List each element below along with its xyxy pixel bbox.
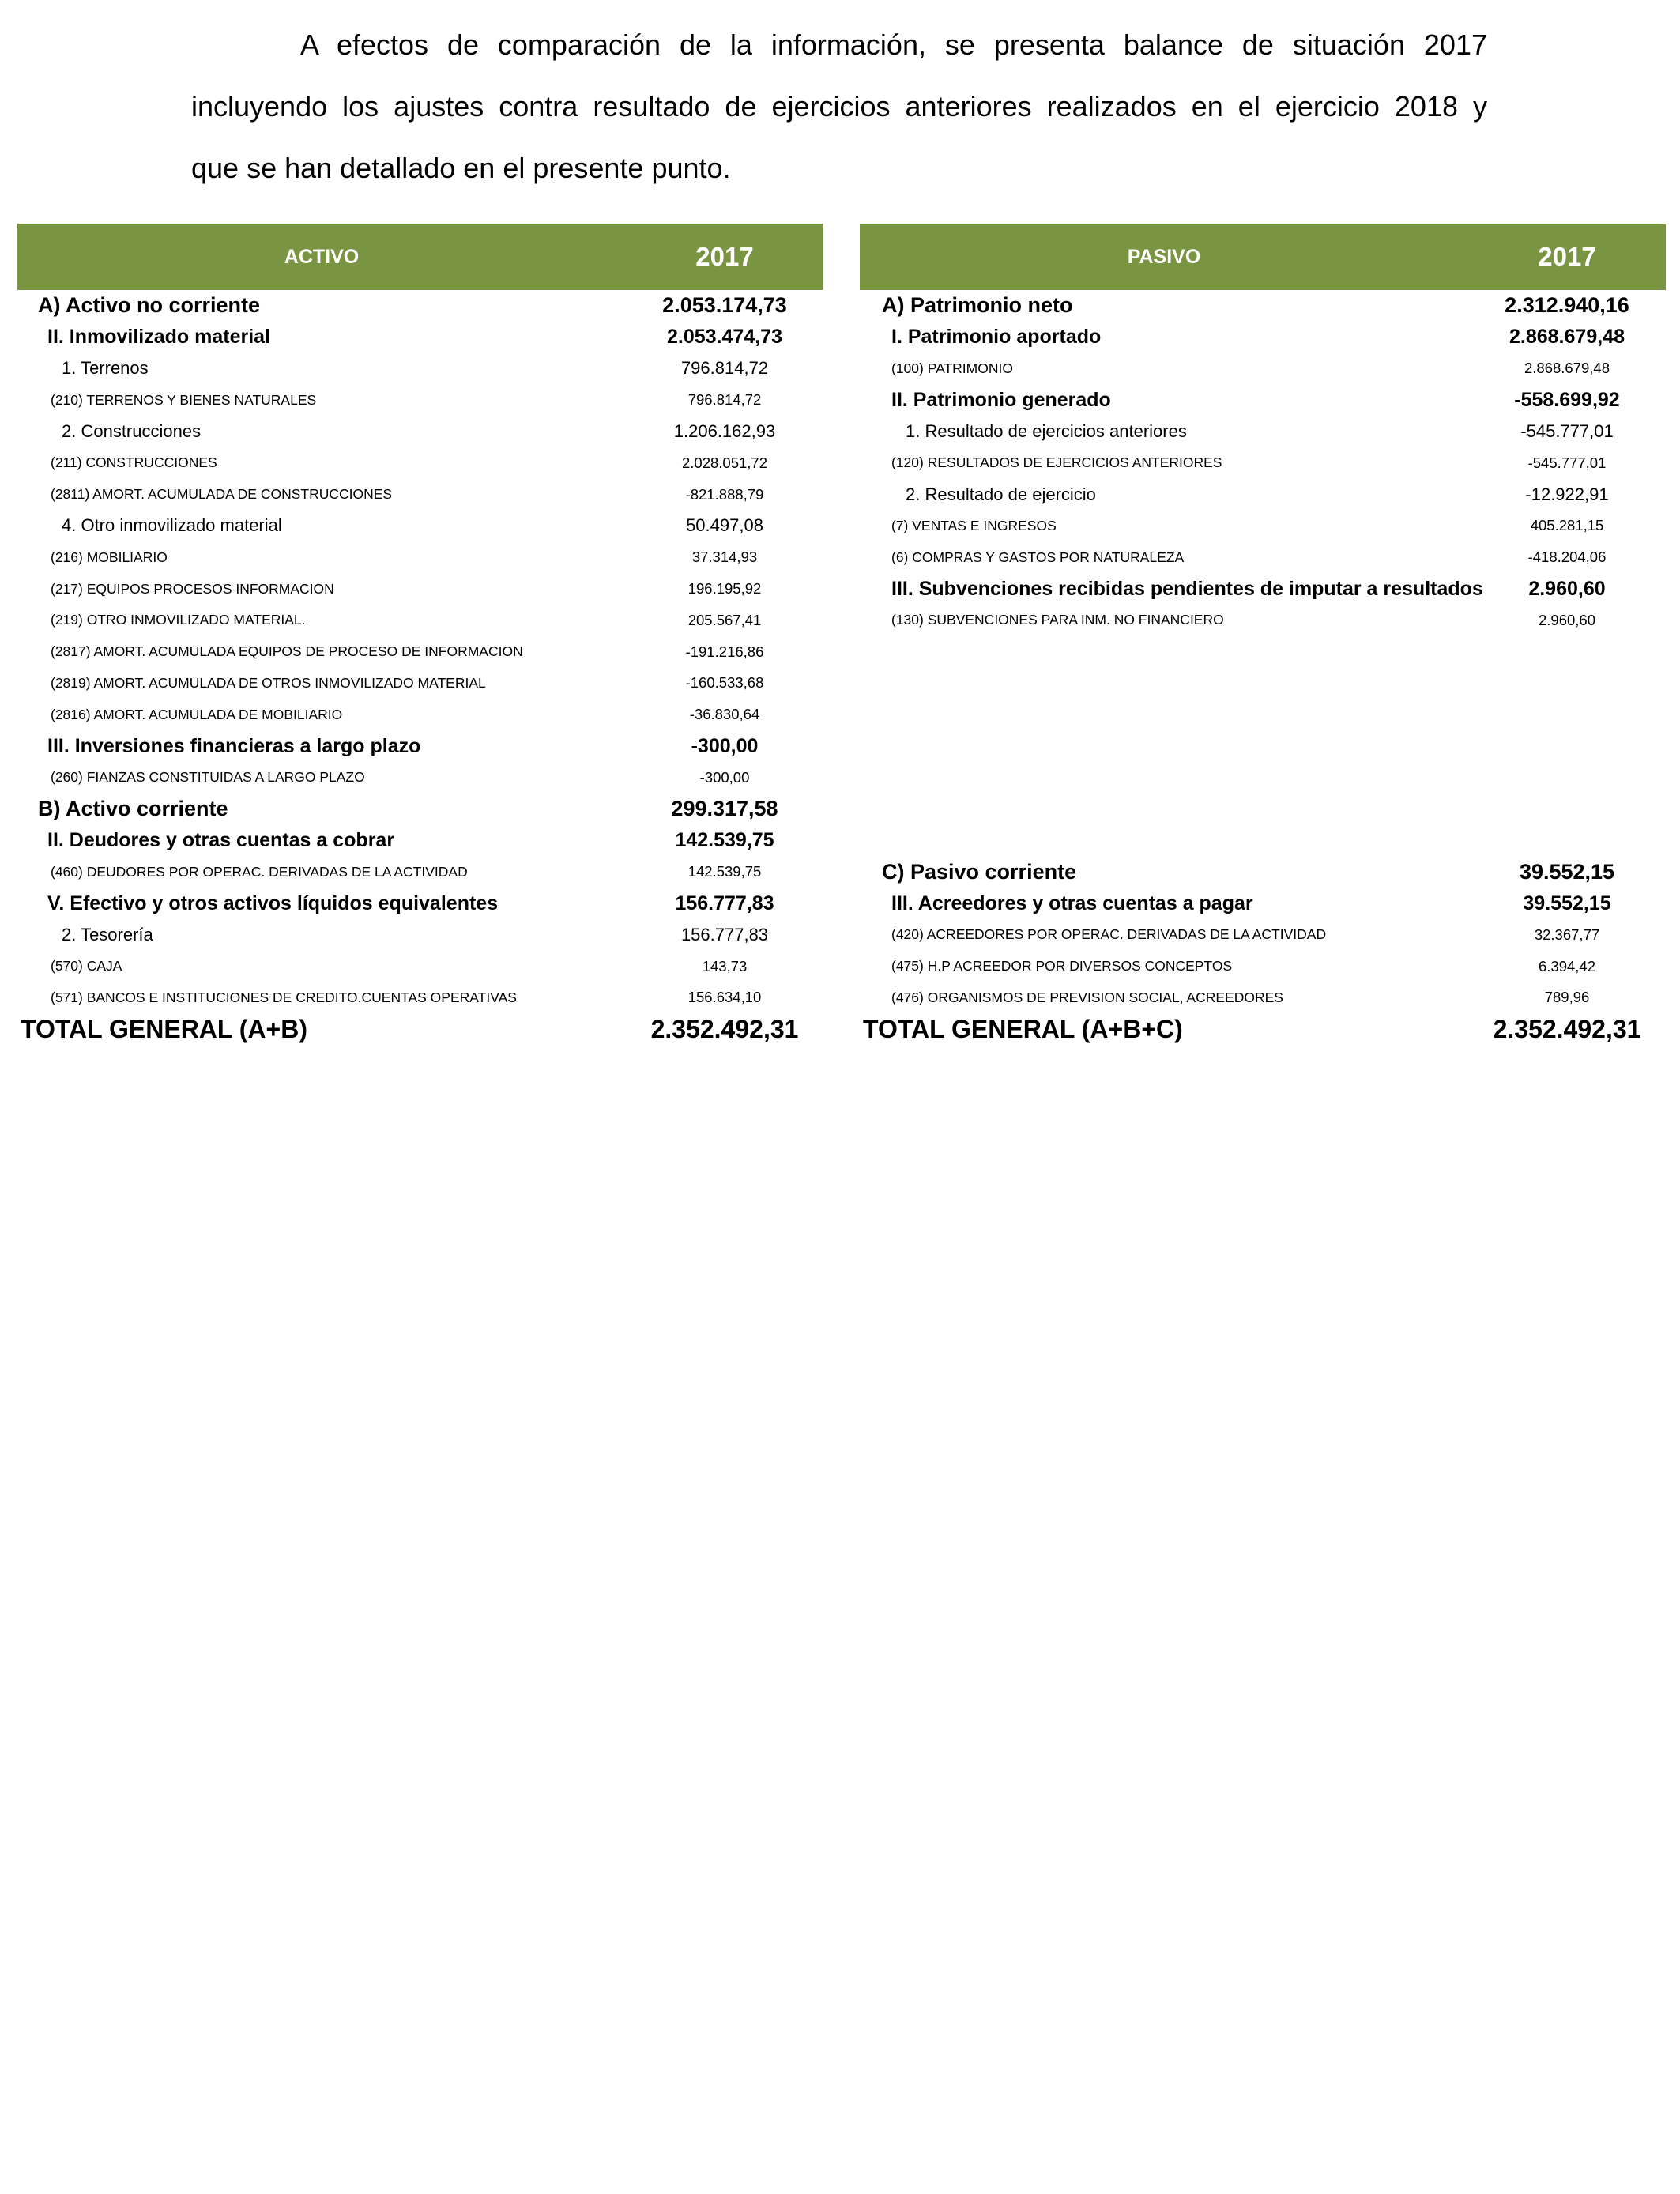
row-label: (475) H.P ACREEDOR POR DIVERSOS CONCEPTOS [891,958,1233,974]
pasivo-header [860,224,1666,290]
table-row [17,794,823,825]
row-value: 2.960,60 [1538,611,1595,628]
empty-row [860,636,1666,668]
row-value: 196.195,92 [687,580,762,598]
row-value: -160.533,68 [685,674,764,692]
table-row [860,982,1666,1014]
row-label: III. Acreedores y otras cuentas a pagar [891,892,1253,914]
row-value: 2.053.174,73 [662,293,787,318]
empty-row [860,668,1666,699]
row-value: 143,73 [702,957,748,974]
table-row [17,541,823,573]
empty-row [860,762,1666,794]
row-value: 156.777,83 [675,892,774,914]
row-label: (260) FIANZAS CONSTITUIDAS A LARGO PLAZO [51,769,365,786]
table-row [17,856,823,888]
row-value: -191.216,86 [685,643,764,660]
row-label: I. Patrimonio aportado [891,326,1102,349]
table-row [17,353,823,385]
row-label: C) Pasivo corriente [882,859,1077,884]
table-row [17,416,823,447]
empty-row [860,825,1666,857]
row-value: 796.814,72 [687,391,762,409]
table-row [860,605,1666,636]
total-label: TOTAL GENERAL (A+B) [21,1014,307,1043]
row-label: (219) OTRO INMOVILIZADO MATERIAL. [51,612,306,628]
table-row [860,290,1666,322]
row-value: 156.777,83 [680,924,769,944]
table-row [860,479,1666,511]
row-label: A) Activo no corriente [38,293,261,318]
table-row [17,384,823,416]
empty-row [860,699,1666,730]
row-label: (2817) AMORT. ACUMULADA EQUIPOS DE PROCESO DE INFORMACION [51,643,523,660]
row-value: -418.204,06 [1527,548,1607,566]
row-value: -36.830,64 [689,706,760,723]
row-label: (6) COMPRAS Y GASTOS POR NATURALEZA [891,548,1185,565]
table-row [860,573,1666,605]
table-row [17,511,823,542]
row-label: (7) VENTAS E INGRESOS [891,517,1057,533]
row-label: 1. Terrenos [62,358,149,379]
row-label: (217) EQUIPOS PROCESOS INFORMACION [51,580,334,597]
row-value: -12.922,91 [1525,484,1609,504]
total-value: 2.352.492,31 [1493,1014,1641,1043]
row-label: (2811) AMORT. ACUMULADA DE CONSTRUCCIONES [51,486,393,503]
row-value: 39.552,15 [1519,859,1615,884]
table-row [860,416,1666,447]
row-value: 2.028.051,72 [681,454,768,471]
table-row [860,919,1666,951]
row-label: II. Patrimonio generado [891,388,1111,411]
row-value: 156.634,10 [687,989,762,1006]
table-row [860,951,1666,982]
row-value: 789,96 [1544,989,1590,1006]
row-label: B) Activo corriente [38,797,228,821]
row-value: -558.699,92 [1514,388,1620,411]
row-value: 205.567,41 [687,611,762,628]
row-value: 2.960,60 [1528,577,1606,600]
table-row [860,322,1666,353]
row-label: 1. Resultado de ejercicios anteriores [906,421,1187,442]
row-value: 299.317,58 [671,797,778,821]
row-value: 142.539,75 [675,828,774,851]
table-row [860,856,1666,888]
row-label: 2. Resultado de ejercicio [906,484,1096,504]
table-row [17,447,823,479]
row-value: 2.868.679,48 [1524,360,1610,377]
table-row [860,541,1666,573]
pasivo-header-label: PASIVO [1127,246,1201,268]
empty-row [860,794,1666,825]
row-label: (570) CAJA [51,958,122,974]
table-row [860,888,1666,919]
row-label: II. Deudores y otras cuentas a cobrar [47,828,395,851]
row-label: III. Subvenciones recibidas pendientes de imputar a resultados [891,577,1483,600]
table-row [17,888,823,919]
intro-line-1: A efectos de comparación de la información, se presenta balance de situación 2017 [300,28,1487,61]
row-label: V. Efectivo y otros activos líquidos equivalentes [47,892,499,914]
pasivo-total-row [860,1013,1666,1045]
table-row [17,951,823,982]
row-value: -300,00 [691,734,759,757]
row-label: (460) DEUDORES POR OPERAC. DERIVADAS DE LA ACTIVIDAD [51,863,468,880]
row-label: (210) TERRENOS Y BIENES NATURALES [51,391,317,408]
table-row [17,668,823,699]
table-row [17,479,823,511]
intro-line-2: incluyendo los ajustes contra resultado de ejercicios anteriores realizados en el ejercicio 2018 y [191,90,1487,123]
table-row [17,636,823,668]
row-value: 405.281,15 [1530,517,1604,534]
total-label: TOTAL GENERAL (A+B+C) [863,1014,1183,1043]
row-value: -545.777,01 [1527,454,1607,471]
row-label: (476) ORGANISMOS DE PREVISION SOCIAL, ACREEDORES [891,989,1283,1005]
row-value: 796.814,72 [680,358,769,379]
table-row [17,919,823,951]
row-value: -821.888,79 [685,485,764,503]
table-row [17,605,823,636]
table-row [860,511,1666,542]
row-label: 2. Tesorería [62,924,153,944]
pasivo-table [860,224,1666,1045]
table-row [17,290,823,322]
total-value: 2.352.492,31 [650,1014,799,1043]
table-row [17,322,823,353]
table-row [860,353,1666,385]
row-label: (571) BANCOS E INSTITUCIONES DE CREDITO.CUENTAS OPERATIVAS [51,989,517,1005]
table-row [17,573,823,605]
activo-header-year: 2017 [695,242,754,271]
empty-row [860,730,1666,762]
row-value: 6.394,42 [1538,957,1595,974]
row-value: 1.206.162,93 [673,421,776,442]
activo-total-row [17,1013,823,1045]
row-value: 2.053.474,73 [667,326,782,349]
table-row [17,762,823,794]
activo-header-label: ACTIVO [284,246,360,268]
activo-header [17,224,823,290]
row-label: (420) ACREEDORES POR OPERAC. DERIVADAS DE LA ACTIVIDAD [891,926,1327,943]
row-label: 2. Construcciones [62,421,202,442]
row-value: -300,00 [699,768,750,786]
table-row [17,699,823,730]
row-label: (216) MOBILIARIO [51,548,168,565]
row-value: -545.777,01 [1520,421,1614,442]
pasivo-header-year: 2017 [1538,242,1596,271]
row-value: 32.367,77 [1534,925,1600,943]
row-label: (130) SUBVENCIONES PARA INM. NO FINANCIERO [891,612,1224,628]
row-value: 50.497,08 [686,515,763,536]
table-row [860,447,1666,479]
table-row [860,384,1666,416]
row-value: 2.868.679,48 [1509,326,1625,349]
row-label: (211) CONSTRUCCIONES [51,454,217,471]
table-row [17,982,823,1014]
activo-table [17,224,823,1045]
row-value: 142.539,75 [687,863,762,880]
table-row [17,730,823,762]
row-label: 4. Otro inmovilizado material [62,515,282,536]
row-label: (120) RESULTADOS DE EJERCICIOS ANTERIORES [891,454,1222,471]
table-row [17,825,823,857]
intro-paragraph [191,14,1487,199]
row-label: A) Patrimonio neto [882,293,1073,318]
row-label: II. Inmovilizado material [47,326,271,349]
row-value: 37.314,93 [691,548,758,566]
row-value: 39.552,15 [1523,892,1611,914]
row-label: (100) PATRIMONIO [891,360,1013,376]
row-value: 2.312.940,16 [1505,293,1629,318]
row-label: (2816) AMORT. ACUMULADA DE MOBILIARIO [51,706,343,722]
intro-line-3: que se han detallado en el presente punto. [191,152,731,184]
row-label: III. Inversiones financieras a largo plazo [47,734,421,757]
row-label: (2819) AMORT. ACUMULADA DE OTROS INMOVILIZADO MATERIAL [51,674,486,691]
